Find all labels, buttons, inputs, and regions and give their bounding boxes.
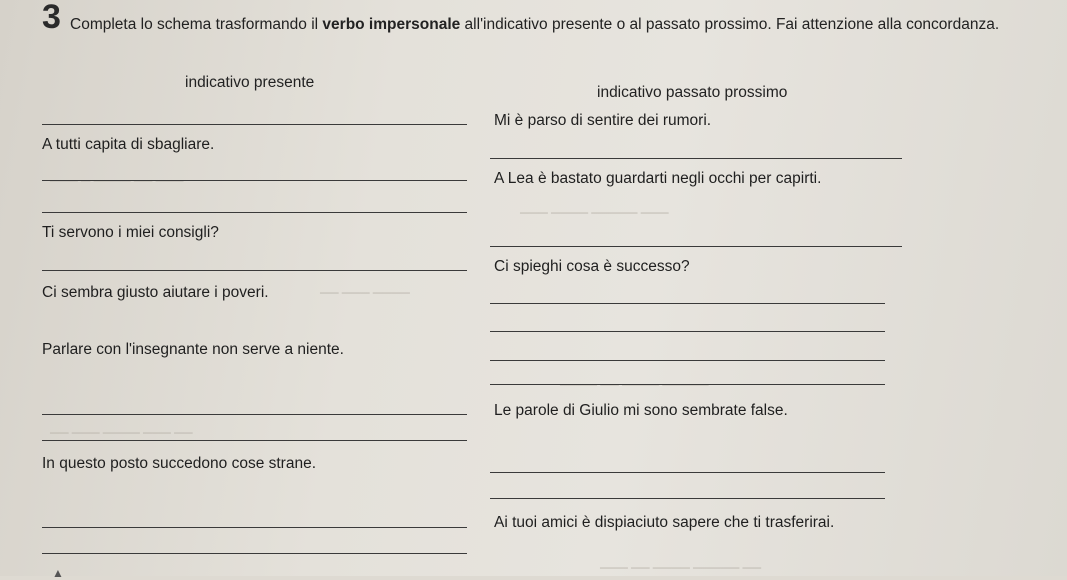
sentence-present-2: A tutti capita di sbagliare. (42, 136, 215, 153)
bleed-through: ▁▁▁ ▁▁ ▁▁▁▁ ▁▁▁▁▁ ▁▁ (600, 555, 761, 569)
blank-past-9b[interactable] (490, 498, 885, 499)
instruction-bold: verbo impersonale (322, 16, 461, 33)
sentence-present-4: Ti servono i miei consigli? (42, 224, 219, 241)
instruction-text-1: Completa lo schema trasformando il (70, 16, 323, 33)
sentence-present-9: In questo posto succedono cose strane. (42, 455, 317, 472)
bleed-through: ▁▁ ▁▁▁ ▁▁▁▁ ▁▁▁ ▁▁ (50, 420, 193, 434)
bleed-through: ▁▁▁▁ ▁▁ ▁▁▁▁ ▁▁▁▁▁ (560, 372, 709, 386)
blank-present-8a[interactable] (42, 414, 467, 415)
blank-present-8b[interactable] (42, 440, 467, 441)
blank-past-6b[interactable] (490, 331, 885, 332)
blank-past-7b[interactable] (490, 384, 885, 385)
blank-past-4[interactable] (490, 246, 902, 247)
sentence-past-5: Ci spieghi cosa è successo? (494, 258, 690, 275)
sentence-past-1: Mi è parso di sentire dei rumori. (494, 112, 712, 129)
blank-present-1[interactable] (42, 124, 467, 125)
bleed-through: ▁▁▁ ▁ ▁▁▁▁ ▁▁ ▁▁▁ (50, 168, 184, 182)
blank-present-10a[interactable] (42, 527, 467, 528)
sentence-past-10: Ai tuoi amici è dispiaciuto sapere che ti trasferirai. (494, 514, 835, 531)
exercise-number: 3 (42, 0, 61, 36)
blank-present-3b[interactable] (42, 212, 467, 213)
sentence-present-6: Ci sembra giusto aiutare i poveri. (42, 284, 269, 301)
bleed-through: ▁▁▁ ▁▁▁▁ ▁▁▁▁▁ ▁▁▁ (520, 200, 669, 214)
blank-present-3a[interactable] (42, 180, 467, 181)
blank-past-2[interactable] (490, 158, 902, 159)
sentence-present-7: Parlare con l'insegnante non serve a niente. (42, 341, 344, 358)
bleed-through: ▁▁ ▁▁▁ ▁▁▁▁ (320, 280, 410, 294)
blank-present-10b[interactable] (42, 553, 467, 554)
blank-past-9a[interactable] (490, 472, 885, 473)
instruction-text-2: all'indicativo presente o al passato prossimo. Fai attenzione alla concordanza. (460, 16, 1000, 33)
sentence-past-8: Le parole di Giulio mi sono sembrate false. (494, 402, 788, 419)
blank-present-5[interactable] (42, 270, 467, 271)
cut-off-mark: ▲ (52, 566, 64, 580)
header-indicativo-passato-prossimo: indicativo passato prossimo (597, 84, 788, 101)
blank-past-7a[interactable] (490, 360, 885, 361)
blank-past-6a[interactable] (490, 303, 885, 304)
header-indicativo-presente: indicativo presente (185, 74, 315, 91)
sentence-past-3: A Lea è bastato guardarti negli occhi per capirti. (494, 170, 822, 187)
exercise-instruction (42, 14, 1042, 36)
